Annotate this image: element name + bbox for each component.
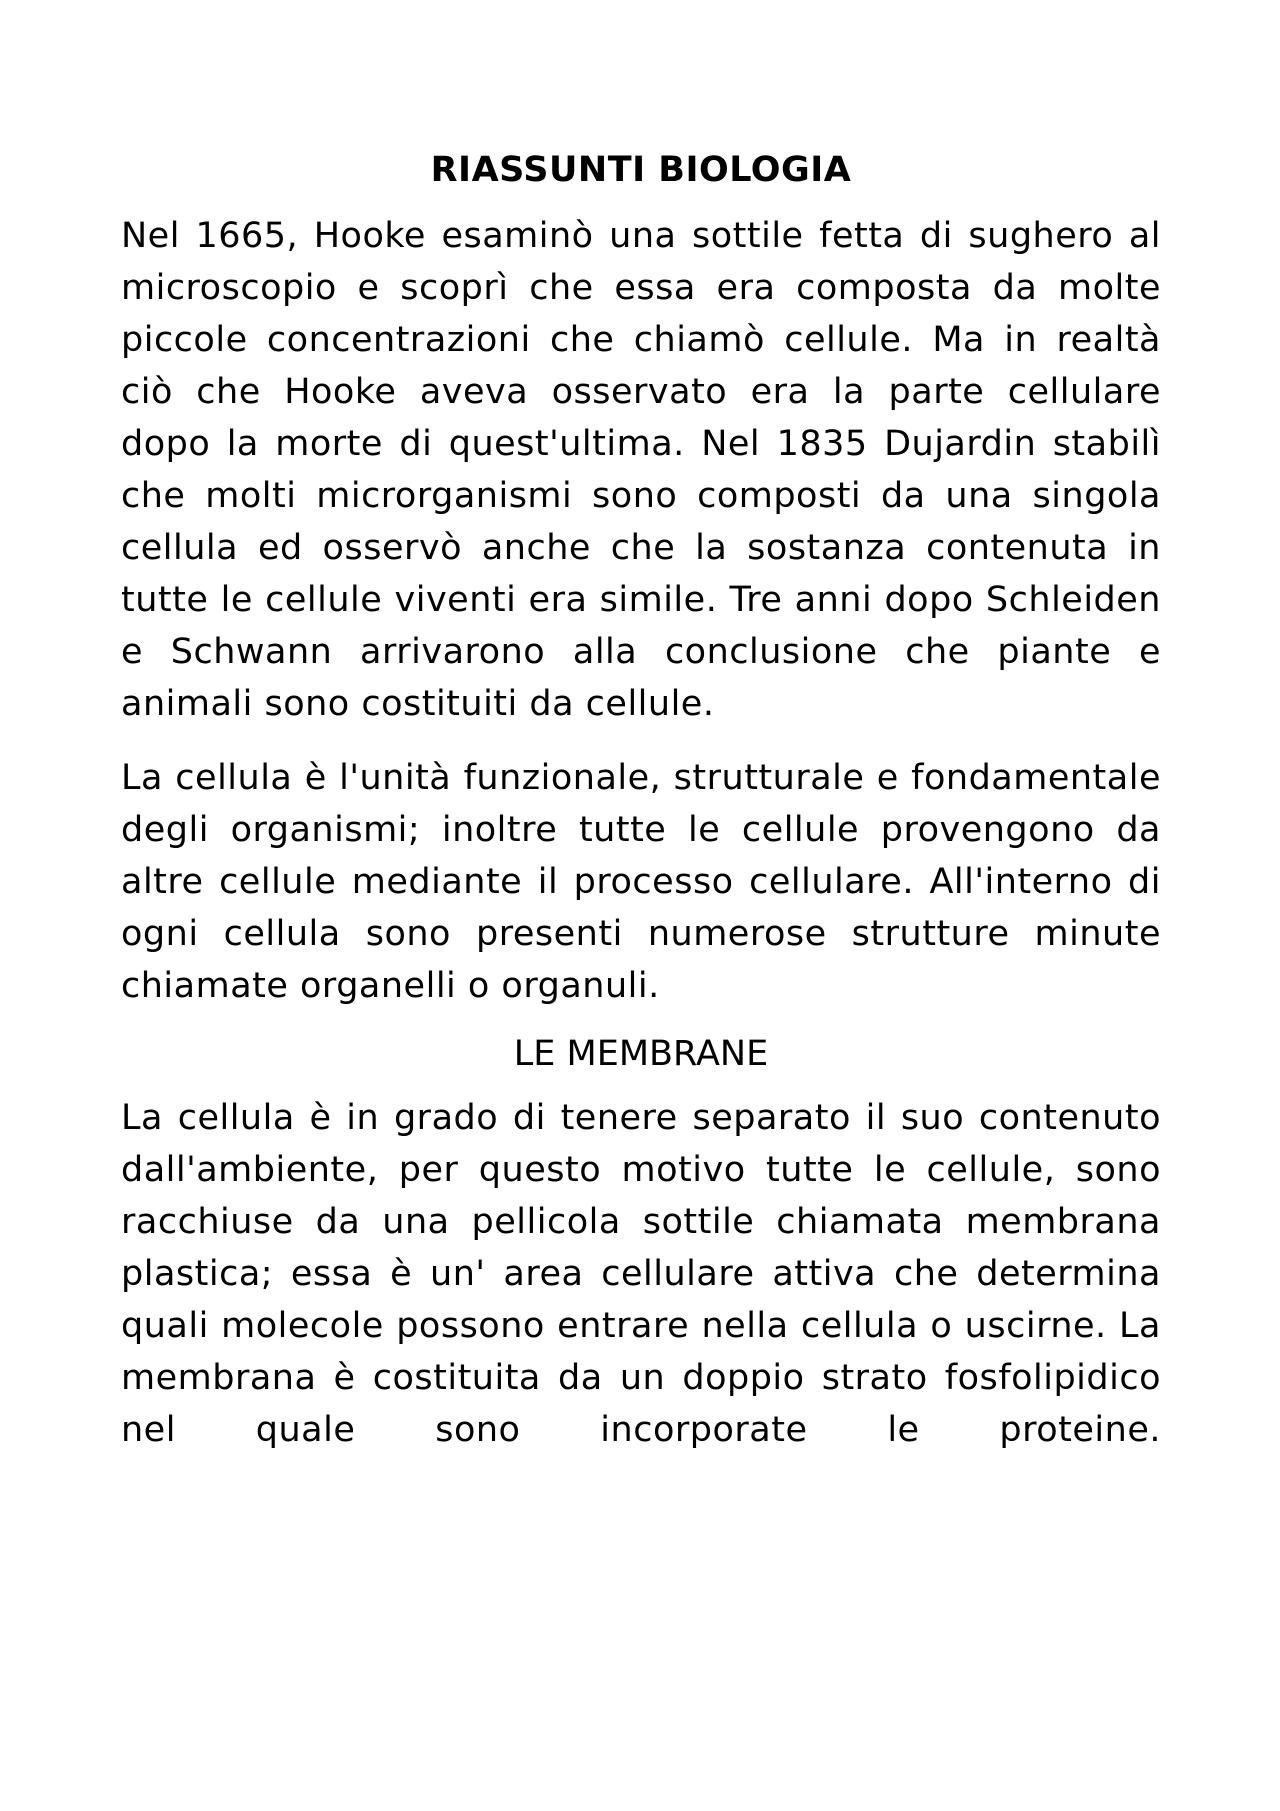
paragraph-cell-definition: La cellula è l'unità funzionale, strutturale e fondamentale degli organismi; inoltre tutte le cellule provengono da altre cellule mediante il processo cellulare. All'interno di ogni cellula sono presenti numerose strutture minute chiamate organelli o organuli. [121,758,1161,1006]
document-page [121,150,1161,1478]
section-heading-membrane: LE MEMBRANE [513,1034,769,1074]
paragraph-membrane: La cellula è in grado di tenere separato il suo contenuto dall'ambiente, per questo motivo tutte le cellule, sono racchiuse da una pellicola sottile chiamata membrana plastica; essa è un' area cellulare attiva che determina quali molecole possono entrare nella cellula o uscirne. La membrana è costituita da un doppio strato fosfolipidico nel quale sono incorporate le proteine. [121,1098,1161,1450]
document-title: RIASSUNTI BIOLOGIA [430,150,852,190]
paragraph-history: Nel 1665, Hooke esaminò una sottile fetta di sughero al microscopio e scoprì che essa era composta da molte piccole concentrazioni che chiamò cellule. Ma in realtà ciò che Hooke aveva osservato era la parte cellulare dopo la morte di quest'ultima. Nel 1835 Dujardin stabilì che molti microrganismi sono composti da una singola cellula ed osservò anche che la sostanza contenuta in tutte le cellule viventi era simile. Tre anni dopo Schleiden e Schwann arrivarono alla conclusione che piante e animali sono costituiti da cellule. [121,216,1161,724]
